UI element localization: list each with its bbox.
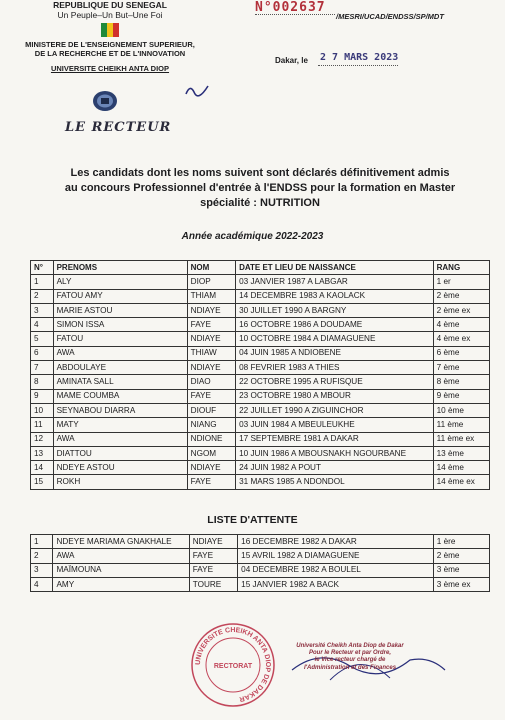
col-number-header: N° xyxy=(31,261,54,275)
cell-rank: 8 ème xyxy=(433,375,489,389)
table-row xyxy=(31,461,490,475)
cell-firstnames: DIATTOU xyxy=(53,446,187,460)
cell-rank: 3 ème xyxy=(433,563,489,577)
cell-rank: 4 ème xyxy=(433,318,489,332)
admitted-table xyxy=(30,260,490,490)
signatory-title: LE RECTEUR xyxy=(65,120,172,135)
cell-number: 3 xyxy=(31,563,53,577)
table-row xyxy=(31,389,490,403)
document-date: 2 7 MARS 2023 xyxy=(320,52,399,63)
cell-birth: 17 SEPTEMBRE 1981 A DAKAR xyxy=(236,432,434,446)
cell-lastname: TOURE xyxy=(189,577,237,591)
cell-number: 2 xyxy=(31,549,53,563)
cell-lastname: FAYE xyxy=(189,549,237,563)
col-birth-header: DATE ET LIEU DE NAISSANCE xyxy=(236,261,434,275)
cell-rank: 1 ère xyxy=(433,535,489,549)
cell-number: 4 xyxy=(31,577,53,591)
cell-rank: 14 ème xyxy=(433,461,489,475)
cell-birth: 03 JANVIER 1987 A LABGAR xyxy=(236,275,434,289)
waiting-row xyxy=(31,563,490,577)
signature-line-3: le Vice recteur chargé de xyxy=(314,657,386,664)
cell-number: 7 xyxy=(31,361,54,375)
ministry-line-1: MINISTERE DE L'ENSEIGNEMENT SUPERIEUR, xyxy=(25,40,195,49)
reference-suffix: /MESRI/UCAD/ENDSS/SP/MDT xyxy=(336,12,444,21)
cell-birth: 04 DECEMBRE 1982 A BOULEL xyxy=(238,563,434,577)
cell-lastname: FAYE xyxy=(187,389,235,403)
cell-firstnames: AWA xyxy=(53,346,187,360)
cell-firstnames: AWA xyxy=(53,432,187,446)
stamp-ring-text: UNIVERSITE CHEIKH ANTA DIOP DE DAKAR xyxy=(194,626,272,703)
title-line-3: spécialité : NUTRITION xyxy=(200,197,320,209)
cell-number: 14 xyxy=(31,461,54,475)
signature-line-2: Pour le Recteur et par Ordre, xyxy=(308,650,392,657)
cell-rank: 7 ème xyxy=(433,361,489,375)
academic-year: Année académique 2022-2023 xyxy=(181,231,324,242)
cell-firstnames: ABDOULAYE xyxy=(53,361,187,375)
cell-firstnames: ROKH xyxy=(53,475,187,489)
table-row xyxy=(31,289,490,303)
cell-number: 2 xyxy=(31,289,54,303)
document-title xyxy=(60,166,460,211)
table-header-row xyxy=(31,261,490,275)
cell-lastname: FAYE xyxy=(187,475,235,489)
university-seal-icon xyxy=(92,90,118,112)
cell-birth: 08 FEVRIER 1983 A THIES xyxy=(236,361,434,375)
cell-rank: 9 ème xyxy=(433,389,489,403)
cell-number: 8 xyxy=(31,375,54,389)
cell-birth: 04 JUIN 1985 A NDIOBENE xyxy=(236,346,434,360)
cell-birth: 22 OCTOBRE 1995 A RUFISQUE xyxy=(236,375,434,389)
signature-line-4: l'Administration et des Finances xyxy=(303,664,397,671)
cell-birth: 14 DECEMBRE 1983 A KAOLACK xyxy=(236,289,434,303)
col-rank-header: RANG xyxy=(433,261,489,275)
cell-lastname: THIAM xyxy=(187,289,235,303)
cell-lastname: NDIAYE xyxy=(187,303,235,317)
cell-birth: 24 JUIN 1982 A POUT xyxy=(236,461,434,475)
cell-rank: 6 ème xyxy=(433,346,489,360)
ministry-line-2: DE LA RECHERCHE ET DE L'INNOVATION xyxy=(34,49,186,58)
cell-birth: 23 OCTOBRE 1980 A MBOUR xyxy=(236,389,434,403)
table-row xyxy=(31,361,490,375)
handwritten-mark-icon xyxy=(182,80,212,104)
cell-birth: 03 JUIN 1984 A MBEULEUKHE xyxy=(236,418,434,432)
cell-firstnames: MARIE ASTOU xyxy=(53,303,187,317)
cell-lastname: DIAO xyxy=(187,375,235,389)
table-row xyxy=(31,475,490,489)
cell-firstnames: ALY xyxy=(53,275,187,289)
header-left xyxy=(0,0,220,73)
cell-lastname: DIOUF xyxy=(187,403,235,417)
cell-lastname: NGOM xyxy=(187,446,235,460)
cell-firstnames: FATOU AMY xyxy=(53,289,187,303)
table-row xyxy=(31,403,490,417)
cell-firstnames: FATOU xyxy=(53,332,187,346)
cell-birth: 10 JUIN 1986 A MBOUSNAKH NGOURBANE xyxy=(236,446,434,460)
table-row xyxy=(31,418,490,432)
waiting-row xyxy=(31,535,490,549)
cell-firstnames: SIMON ISSA xyxy=(53,318,187,332)
cell-rank: 13 ème xyxy=(433,446,489,460)
cell-number: 10 xyxy=(31,403,54,417)
cell-number: 1 xyxy=(31,275,54,289)
title-line-2: au concours Professionnel d'entrée à l'ENDSS pour la formation en Master xyxy=(64,182,456,194)
cell-rank: 11 ème ex xyxy=(433,432,489,446)
cell-rank: 2 ème xyxy=(433,549,489,563)
cell-firstnames: MAÏMOUNA xyxy=(53,563,189,577)
cell-birth: 30 JUILLET 1990 A BARGNY xyxy=(236,303,434,317)
cell-firstnames: MAME COUMBA xyxy=(53,389,187,403)
table-row xyxy=(31,346,490,360)
university-name: UNIVERSITE CHEIKH ANTA DIOP xyxy=(50,64,170,73)
cell-number: 13 xyxy=(31,446,54,460)
cell-rank: 4 ème ex xyxy=(433,332,489,346)
signature-line-1: Université Cheikh Anta Diop de Dakar xyxy=(296,643,404,649)
table-row xyxy=(31,432,490,446)
cell-birth: 15 JANVIER 1982 A BACK xyxy=(238,577,434,591)
cell-birth: 10 OCTOBRE 1984 A DIAMAGUENE xyxy=(236,332,434,346)
place-label: Dakar, le xyxy=(275,56,308,65)
cell-lastname: NDIONE xyxy=(187,432,235,446)
cell-rank: 10 ème xyxy=(433,403,489,417)
cell-rank: 14 ème ex xyxy=(433,475,489,489)
cell-lastname: DIOP xyxy=(187,275,235,289)
cell-number: 6 xyxy=(31,346,54,360)
cell-birth: 22 JUILLET 1990 A ZIGUINCHOR xyxy=(236,403,434,417)
cell-rank: 11 ème xyxy=(433,418,489,432)
cell-number: 11 xyxy=(31,418,54,432)
col-firstnames-header: PRENOMS xyxy=(53,261,187,275)
table-row xyxy=(31,375,490,389)
cell-birth: 31 MARS 1985 A NDONDOL xyxy=(236,475,434,489)
waiting-row xyxy=(31,549,490,563)
date-dotted-line xyxy=(318,65,398,66)
national-motto: Un Peuple–Un But–Une Foi xyxy=(57,10,163,20)
cell-rank: 3 ème ex xyxy=(433,577,489,591)
cell-firstnames: AMY xyxy=(53,577,189,591)
cell-lastname: NIANG xyxy=(187,418,235,432)
signature-block xyxy=(290,643,410,672)
cell-lastname: NDIAYE xyxy=(187,332,235,346)
cell-number: 4 xyxy=(31,318,54,332)
reference-number: N°002637 xyxy=(255,0,326,15)
cell-number: 3 xyxy=(31,303,54,317)
cell-lastname: FAYE xyxy=(189,563,237,577)
waiting-row xyxy=(31,577,490,591)
table-row xyxy=(31,303,490,317)
cell-rank: 1 er xyxy=(433,275,489,289)
cell-lastname: NDIAYE xyxy=(187,361,235,375)
republic-name: REPUBLIQUE DU SENEGAL xyxy=(53,0,167,10)
waiting-list-table xyxy=(30,534,490,592)
cell-number: 9 xyxy=(31,389,54,403)
rectorat-stamp xyxy=(190,622,276,708)
col-lastname-header: NOM xyxy=(187,261,235,275)
stamp-center-text: RECTORAT xyxy=(213,663,253,670)
waiting-list-title: LISTE D'ATTENTE xyxy=(207,514,298,526)
table-row xyxy=(31,332,490,346)
cell-number: 15 xyxy=(31,475,54,489)
cell-firstnames: NDEYE MARIAMA GNAKHALE xyxy=(53,535,189,549)
cell-firstnames: AMINATA SALL xyxy=(53,375,187,389)
senegal-flag-icon xyxy=(101,23,119,37)
cell-firstnames: NDEYE ASTOU xyxy=(53,461,187,475)
cell-rank: 2 ème ex xyxy=(433,303,489,317)
cell-birth: 16 DECEMBRE 1982 A DAKAR xyxy=(238,535,434,549)
cell-firstnames: AWA xyxy=(53,549,189,563)
cell-lastname: THIAW xyxy=(187,346,235,360)
cell-birth: 15 AVRIL 1982 A DIAMAGUENE xyxy=(238,549,434,563)
cell-rank: 2 ème xyxy=(433,289,489,303)
cell-lastname: NDIAYE xyxy=(187,461,235,475)
cell-number: 12 xyxy=(31,432,54,446)
table-row xyxy=(31,446,490,460)
cell-birth: 16 OCTOBRE 1986 A DOUDAME xyxy=(236,318,434,332)
cell-number: 1 xyxy=(31,535,53,549)
table-row xyxy=(31,275,490,289)
reference-dotted-line xyxy=(255,14,335,15)
table-row xyxy=(31,318,490,332)
cell-firstnames: SEYNABOU DIARRA xyxy=(53,403,187,417)
cell-firstnames: MATY xyxy=(53,418,187,432)
title-line-1: Les candidats dont les noms suivent sont déclarés définitivement admis xyxy=(70,167,450,179)
cell-lastname: FAYE xyxy=(187,318,235,332)
cell-number: 5 xyxy=(31,332,54,346)
cell-lastname: NDIAYE xyxy=(189,535,237,549)
